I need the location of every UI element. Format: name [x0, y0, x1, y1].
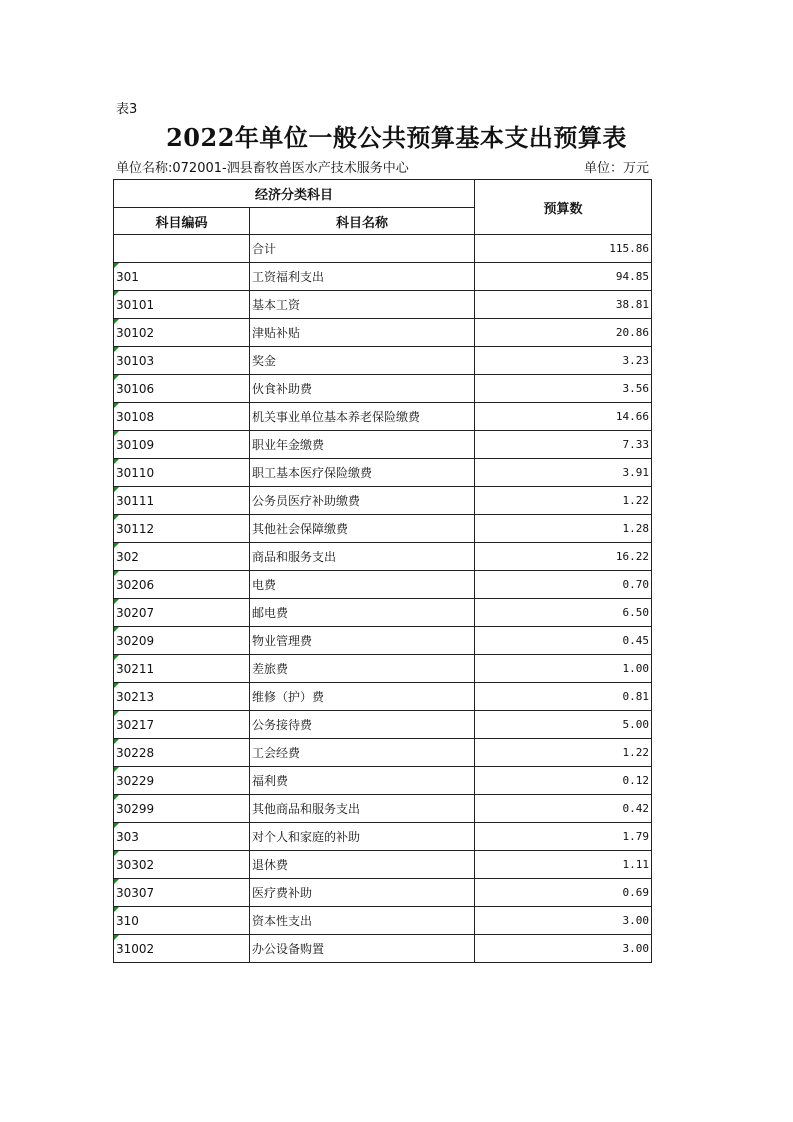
- cell-note-marker-icon: [114, 515, 119, 520]
- table-row: [114, 459, 652, 487]
- subject-code-cell: [114, 683, 250, 711]
- subject-code: 30207: [116, 605, 155, 620]
- subject-name: 物业管理费: [250, 627, 475, 655]
- subject-code-cell: [114, 515, 250, 543]
- subject-code: 30101: [116, 297, 155, 312]
- cell-note-marker-icon: [114, 879, 119, 884]
- budget-amount: 16.22: [475, 543, 652, 571]
- subject-code: 302: [116, 549, 139, 564]
- budget-amount: 3.00: [475, 907, 652, 935]
- subject-code-cell: [114, 235, 250, 263]
- cell-note-marker-icon: [114, 711, 119, 716]
- budget-amount: 1.11: [475, 851, 652, 879]
- subject-code-cell: [114, 935, 250, 963]
- subject-code-cell: [114, 487, 250, 515]
- budget-amount: 1.00: [475, 655, 652, 683]
- subject-code: 30110: [116, 465, 155, 480]
- cell-note-marker-icon: [114, 263, 119, 268]
- subject-name: 工资福利支出: [250, 263, 475, 291]
- table-row: [114, 599, 652, 627]
- cell-note-marker-icon: [114, 431, 119, 436]
- subject-code-cell: [114, 263, 250, 291]
- subject-code: 30213: [116, 689, 155, 704]
- subject-code: 30211: [116, 661, 155, 676]
- header-budget-amount: 预算数: [475, 180, 652, 235]
- cell-note-marker-icon: [114, 823, 119, 828]
- subject-name: 职业年金缴费: [250, 431, 475, 459]
- cell-note-marker-icon: [114, 851, 119, 856]
- subject-code: 30103: [116, 353, 155, 368]
- cell-note-marker-icon: [114, 571, 119, 576]
- subject-name: 对个人和家庭的补助: [250, 823, 475, 851]
- page-title: 2022年单位一般公共预算基本支出预算表: [166, 123, 627, 152]
- subject-name: 伙食补助费: [250, 375, 475, 403]
- budget-amount: 0.45: [475, 627, 652, 655]
- cell-note-marker-icon: [114, 459, 119, 464]
- subject-name: 基本工资: [250, 291, 475, 319]
- budget-amount: 20.86: [475, 319, 652, 347]
- cell-note-marker-icon: [114, 543, 119, 548]
- budget-amount: 3.91: [475, 459, 652, 487]
- budget-amount: 14.66: [475, 403, 652, 431]
- cell-note-marker-icon: [114, 795, 119, 800]
- subject-code: 30106: [116, 381, 155, 396]
- table-row: [114, 711, 652, 739]
- table-row: [114, 935, 652, 963]
- subject-name: 办公设备购置: [250, 935, 475, 963]
- subject-code-cell: [114, 851, 250, 879]
- table-row: [114, 291, 652, 319]
- subject-code: 30111: [116, 493, 155, 508]
- table-row: [114, 347, 652, 375]
- table-row: [114, 795, 652, 823]
- table-row: [114, 851, 652, 879]
- budget-amount: 1.22: [475, 739, 652, 767]
- budget-amount: 3.00: [475, 935, 652, 963]
- subject-code-cell: [114, 711, 250, 739]
- table-row: [114, 767, 652, 795]
- table-row: [114, 907, 652, 935]
- cell-note-marker-icon: [114, 627, 119, 632]
- subject-code-cell: [114, 823, 250, 851]
- table-row: [114, 627, 652, 655]
- table-row: [114, 879, 652, 907]
- table-label: 表3: [116, 102, 138, 117]
- unit-name: 单位名称:072001-泗县畜牧兽医水产技术服务中心: [116, 161, 409, 176]
- cell-note-marker-icon: [114, 487, 119, 492]
- subject-code-cell: [114, 291, 250, 319]
- budget-amount: 3.56: [475, 375, 652, 403]
- budget-amount: 6.50: [475, 599, 652, 627]
- total-row: [114, 235, 652, 263]
- cell-note-marker-icon: [114, 683, 119, 688]
- unit-measure: 单位：万元: [583, 161, 649, 176]
- budget-amount: 0.69: [475, 879, 652, 907]
- table-row: [114, 263, 652, 291]
- subject-name: 合计: [250, 235, 475, 263]
- subject-name: 福利费: [250, 767, 475, 795]
- subject-name: 邮电费: [250, 599, 475, 627]
- subject-code: 31002: [116, 941, 155, 956]
- budget-amount: 0.81: [475, 683, 652, 711]
- cell-note-marker-icon: [114, 935, 119, 940]
- budget-amount: 0.70: [475, 571, 652, 599]
- subject-name: 职工基本医疗保险缴费: [250, 459, 475, 487]
- subject-name: 电费: [250, 571, 475, 599]
- subject-code-cell: [114, 767, 250, 795]
- budget-amount: 1.79: [475, 823, 652, 851]
- table-row: [114, 823, 652, 851]
- subject-code: 30302: [116, 857, 155, 872]
- cell-note-marker-icon: [114, 739, 119, 744]
- subject-code: 30108: [116, 409, 155, 424]
- header-economic-category: 经济分类科目: [114, 180, 475, 208]
- budget-amount: 1.22: [475, 487, 652, 515]
- subject-code-cell: [114, 347, 250, 375]
- subject-name: 工会经费: [250, 739, 475, 767]
- subject-name: 医疗费补助: [250, 879, 475, 907]
- subject-code: 30299: [116, 801, 155, 816]
- subject-code-cell: [114, 403, 250, 431]
- cell-note-marker-icon: [114, 907, 119, 912]
- budget-amount: 3.23: [475, 347, 652, 375]
- table-row: [114, 739, 652, 767]
- table-body: [114, 235, 652, 963]
- budget-amount: 94.85: [475, 263, 652, 291]
- subject-name: 差旅费: [250, 655, 475, 683]
- subject-name: 津贴补贴: [250, 319, 475, 347]
- subject-name: 公务接待费: [250, 711, 475, 739]
- cell-note-marker-icon: [114, 375, 119, 380]
- budget-amount: 0.42: [475, 795, 652, 823]
- cell-note-marker-icon: [114, 599, 119, 604]
- subject-code-cell: [114, 795, 250, 823]
- table-row: [114, 403, 652, 431]
- budget-amount: 0.12: [475, 767, 652, 795]
- table-row: [114, 515, 652, 543]
- subject-name: 公务员医疗补助缴费: [250, 487, 475, 515]
- cell-note-marker-icon: [114, 403, 119, 408]
- subject-name: 其他社会保障缴费: [250, 515, 475, 543]
- header-subject-name: 科目名称: [250, 208, 475, 235]
- subject-code: 30209: [116, 633, 155, 648]
- subject-code-cell: [114, 739, 250, 767]
- cell-note-marker-icon: [114, 655, 119, 660]
- subject-code: 301: [116, 269, 139, 284]
- subject-code: 30109: [116, 437, 155, 452]
- subject-code-cell: [114, 431, 250, 459]
- budget-table: [113, 179, 652, 963]
- budget-amount: 5.00: [475, 711, 652, 739]
- subject-code: 30229: [116, 773, 155, 788]
- subject-code-cell: [114, 599, 250, 627]
- header-subject-code: 科目编码: [114, 208, 250, 235]
- table-row: [114, 375, 652, 403]
- cell-note-marker-icon: [114, 319, 119, 324]
- subject-name: 退休费: [250, 851, 475, 879]
- subject-code-cell: [114, 459, 250, 487]
- subject-code-cell: [114, 375, 250, 403]
- subject-code-cell: [114, 319, 250, 347]
- table-row: [114, 683, 652, 711]
- subject-code: 30102: [116, 325, 155, 340]
- subject-code: 30217: [116, 717, 155, 732]
- subject-code-cell: [114, 627, 250, 655]
- subject-code: 30112: [116, 521, 155, 536]
- subject-code: 303: [116, 829, 139, 844]
- subject-code-cell: [114, 879, 250, 907]
- subject-code: 30228: [116, 745, 155, 760]
- subject-name: 维修（护）费: [250, 683, 475, 711]
- subject-code-cell: [114, 543, 250, 571]
- cell-note-marker-icon: [114, 347, 119, 352]
- table-row: [114, 655, 652, 683]
- subject-code-cell: [114, 655, 250, 683]
- subject-name: 奖金: [250, 347, 475, 375]
- table-row: [114, 487, 652, 515]
- subject-name: 商品和服务支出: [250, 543, 475, 571]
- subject-code: 30307: [116, 885, 155, 900]
- cell-note-marker-icon: [114, 767, 119, 772]
- subject-code: 30206: [116, 577, 155, 592]
- table-row: [114, 543, 652, 571]
- table-row: [114, 319, 652, 347]
- cell-note-marker-icon: [114, 291, 119, 296]
- subject-name: 资本性支出: [250, 907, 475, 935]
- budget-amount: 115.86: [475, 235, 652, 263]
- subject-name: 其他商品和服务支出: [250, 795, 475, 823]
- subject-code-cell: [114, 907, 250, 935]
- subject-code: 310: [116, 913, 139, 928]
- budget-amount: 1.28: [475, 515, 652, 543]
- subject-code-cell: [114, 571, 250, 599]
- budget-amount: 38.81: [475, 291, 652, 319]
- budget-amount: 7.33: [475, 431, 652, 459]
- table-row: [114, 571, 652, 599]
- subject-name: 机关事业单位基本养老保险缴费: [250, 403, 475, 431]
- table-row: [114, 431, 652, 459]
